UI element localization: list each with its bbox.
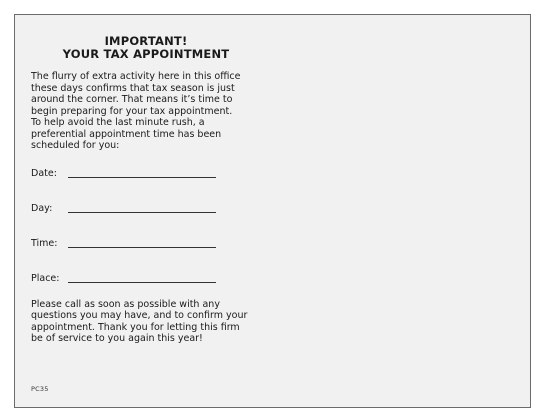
intro-line: The flurry of extra activity here in this office — [31, 71, 241, 82]
day-label: Day: — [31, 202, 53, 214]
intro-line: preferential appointment time has been — [31, 128, 222, 140]
card-content — [31, 35, 261, 345]
closing-line: Please call as soon as possible with any — [31, 298, 220, 310]
time-blank-line[interactable] — [68, 239, 216, 248]
place-field — [31, 271, 261, 285]
place-blank-line[interactable] — [68, 274, 216, 283]
closing-paragraph — [31, 299, 261, 345]
date-field — [31, 166, 261, 180]
day-field — [31, 201, 261, 215]
heading-title: YOUR TAX APPOINTMENT — [62, 47, 230, 61]
heading-important: IMPORTANT! — [104, 34, 188, 48]
date-blank-line[interactable] — [68, 169, 216, 178]
day-blank-line[interactable] — [68, 204, 216, 213]
time-field — [31, 236, 261, 250]
closing-line: be of service to you again this year! — [31, 333, 203, 344]
intro-line: To help avoid the last minute rush, a — [31, 117, 205, 128]
intro-line: these days confirms that tax season is just — [31, 82, 235, 94]
form-code: PC35 — [31, 385, 49, 393]
card-heading — [31, 35, 261, 61]
place-label: Place: — [31, 272, 60, 284]
intro-paragraph — [31, 71, 261, 152]
intro-line: begin preparing for your tax appointment. — [31, 105, 233, 117]
intro-line: around the corner. That means it’s time to — [31, 94, 233, 105]
time-label: Time: — [31, 237, 58, 249]
date-label: Date: — [31, 167, 57, 179]
appointment-card — [14, 14, 531, 408]
closing-line: questions you may have, and to confirm your — [31, 310, 248, 321]
closing-line: appointment. Thank you for letting this firm — [31, 321, 240, 333]
intro-line: scheduled for you: — [31, 140, 120, 151]
